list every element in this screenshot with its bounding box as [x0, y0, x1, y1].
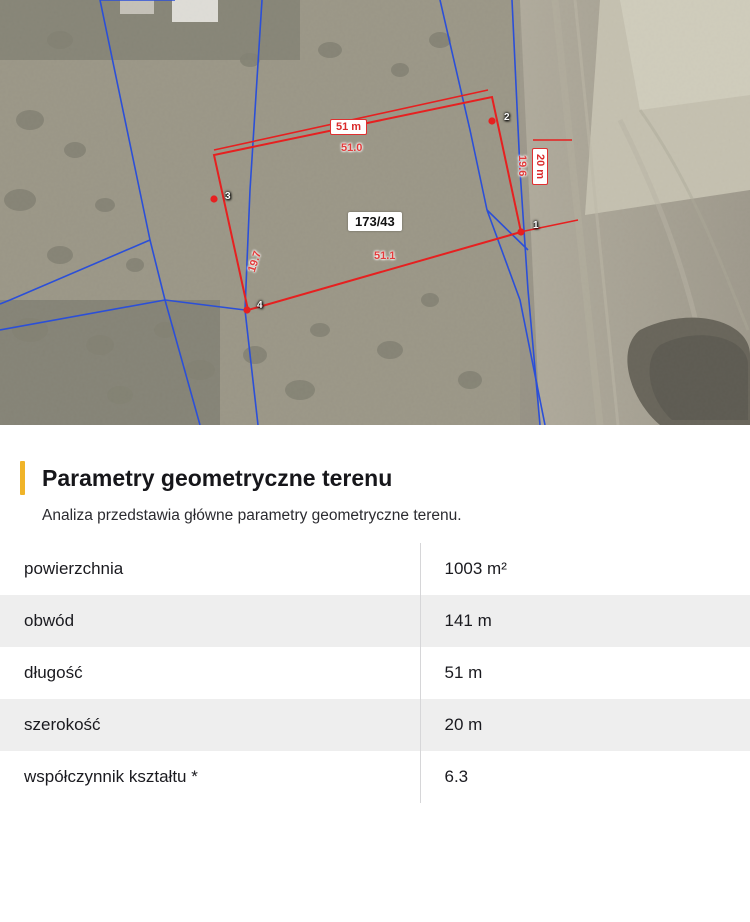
table-row [0, 595, 750, 647]
vertex-label-4: 4 [257, 300, 263, 311]
table-row [0, 647, 750, 699]
report-subtitle: Analiza przedstawia główne parametry geometryczne terenu. [42, 507, 462, 524]
param-label: szerokość [0, 699, 420, 751]
report-panel [0, 425, 750, 803]
report-header [0, 425, 750, 495]
param-label: obwód [0, 595, 420, 647]
param-value: 1003 m² [420, 543, 750, 595]
parcel-id-label: 173/43 [348, 212, 402, 231]
table-row [0, 751, 750, 803]
param-value: 141 m [420, 595, 750, 647]
cadastral-overlay [0, 0, 750, 425]
table-row [0, 543, 750, 595]
edge-length-bottom: 51.1 [374, 250, 396, 262]
param-value: 51 m [420, 647, 750, 699]
edge-length-left: 19.7 [246, 249, 265, 274]
param-label: długość [24, 663, 83, 682]
vertex-label-3: 3 [225, 191, 231, 202]
vertex-label-2: 2 [504, 112, 510, 123]
param-label: powierzchnia [24, 559, 124, 578]
param-value: 20 m [420, 699, 750, 751]
parameters-table [0, 543, 750, 803]
edge-length-chip-right: 20 m [532, 148, 548, 185]
table-row [0, 699, 750, 751]
edge-length-chip-top: 51 m [330, 119, 367, 135]
edge-length-right: 19.6 [516, 155, 528, 177]
page-title: Parametry geometryczne terenu [42, 465, 393, 491]
vertex-label-1: 1 [533, 220, 539, 231]
aerial-map[interactable] [0, 0, 750, 425]
edge-length-top: 51.0 [341, 142, 363, 154]
accent-bar [20, 461, 25, 495]
param-value: 6.3 [420, 751, 750, 803]
param-label: współczynnik kształtu * [24, 767, 198, 786]
